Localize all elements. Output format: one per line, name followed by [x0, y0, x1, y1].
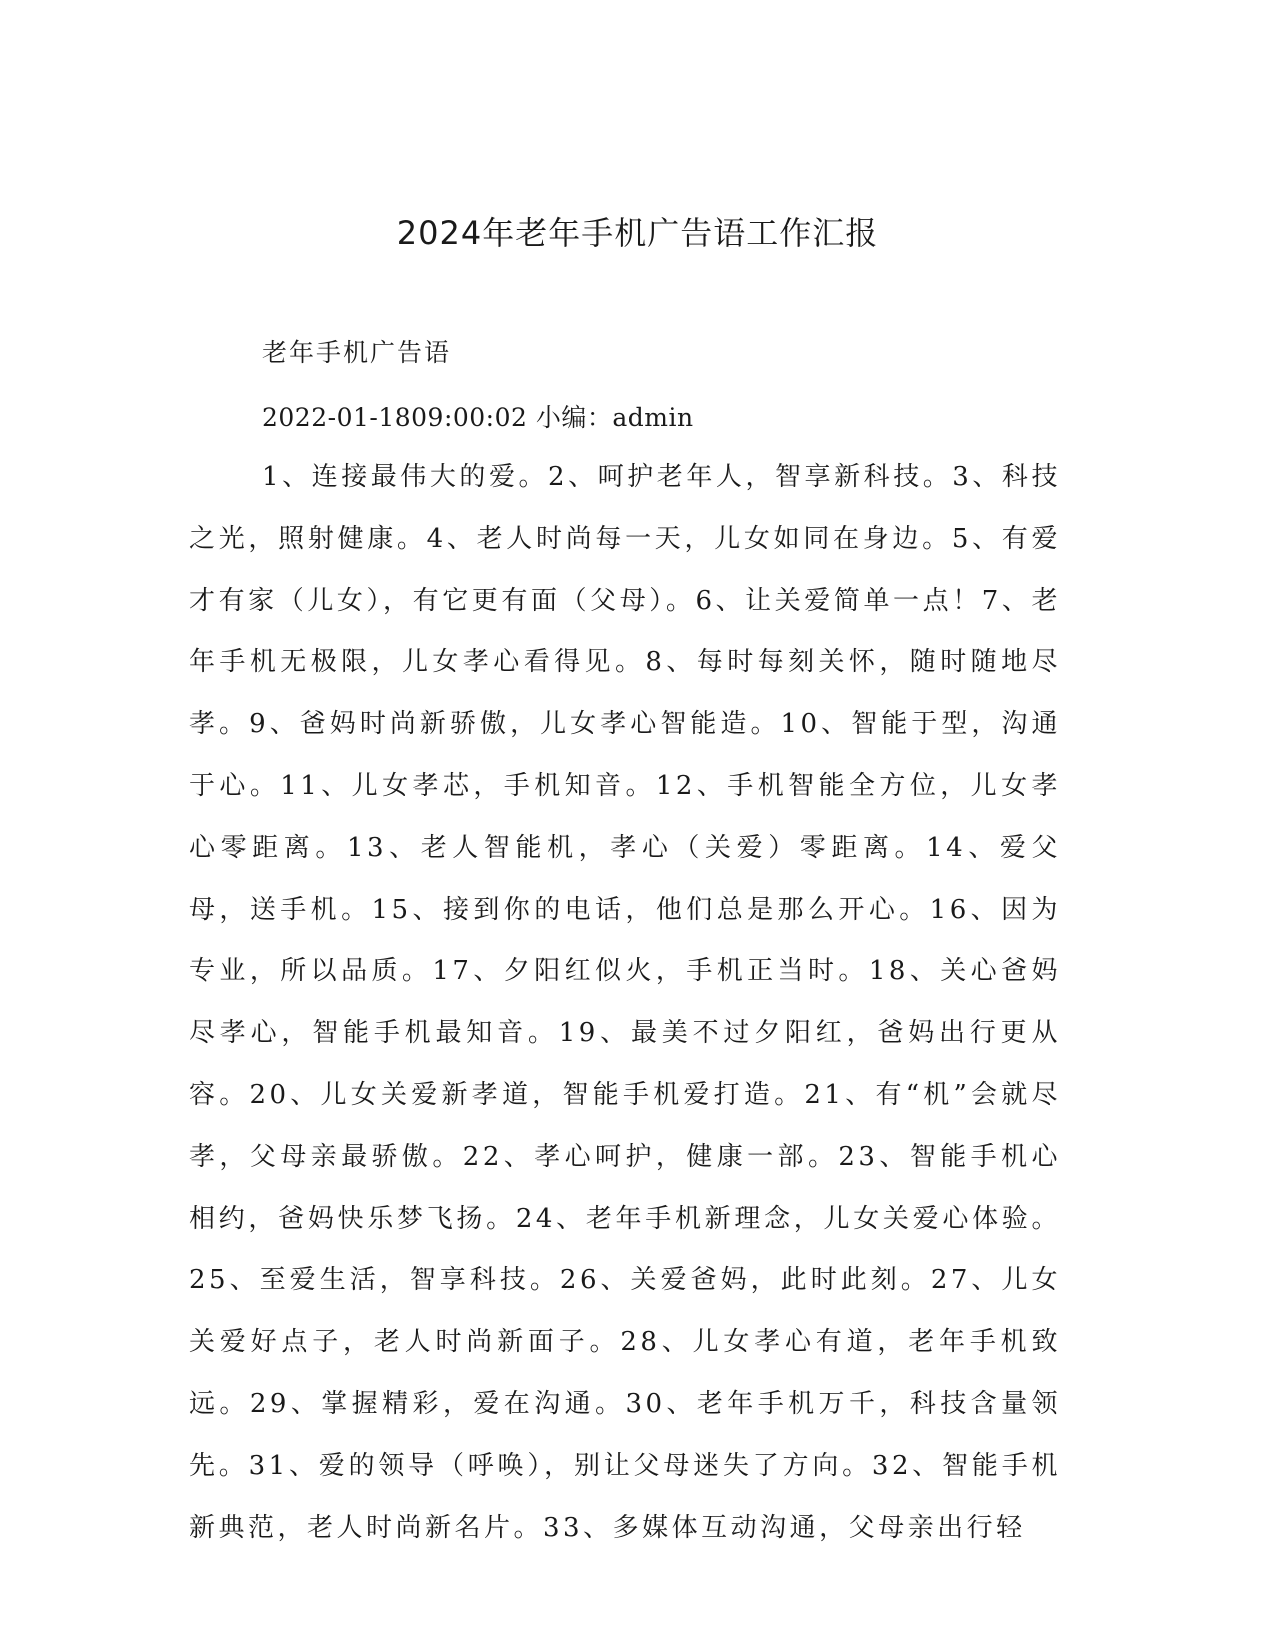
document-title: 2024年老年手机广告语工作汇报 [396, 214, 879, 252]
document-meta: 2022-01-1809:00:02 小编：admin [262, 403, 694, 432]
document-body-text: 1、连接最伟大的爱。2、呵护老年人，智享新科技。3、科技之光，照射健康。4、老人时尚每一天，儿女如同在身边。5、有爱才有家（儿女），有它更有面（父母）。6、让关爱简单一点！7、老年手机无极限，儿女孝心看得见。8、每时每刻关怀，随时随地尽孝。9、爸妈时尚新骄傲，儿女孝心智能造。10、智能于型，沟通于心。11、儿女孝芯，手机知音。12、手机智能全方位，儿女孝心零距离。13、老人智能机，孝心（关爱）零距离。14、爱父母，送手机。15、接到你的电话，他们总是那么开心。16、因为专业，所以品质。17、夕阳红似火，手机正当时。18、关心爸妈尽孝心，智能手机最知音。19、最美不过夕阳红，爸妈出行更从容。20、儿女关爱新孝道，智能手机爱打造。21、有“机”会就尽孝，父母亲最骄傲。22、孝心呵护，健康一部。23、智能手机心相约，爸妈快乐梦飞扬。24、老年手机新理念，儿女关爱心体验。25、至爱生活，智享科技。26、关爱爸妈，此时此刻。27、儿女关爱好点子，老人时尚新面子。28、儿女孝心有道，老年手机致远。29、掌握精彩，爱在沟通。30、老年手机万千，科技含量领先。31、爱的领导（呼唤），别让父母迷失了方向。32、智能手机新典范，老人时尚新名片。33、多媒体互动沟通，父母亲出行轻 [189, 462, 1061, 1543]
document-subtitle: 老年手机广告语 [262, 338, 452, 367]
